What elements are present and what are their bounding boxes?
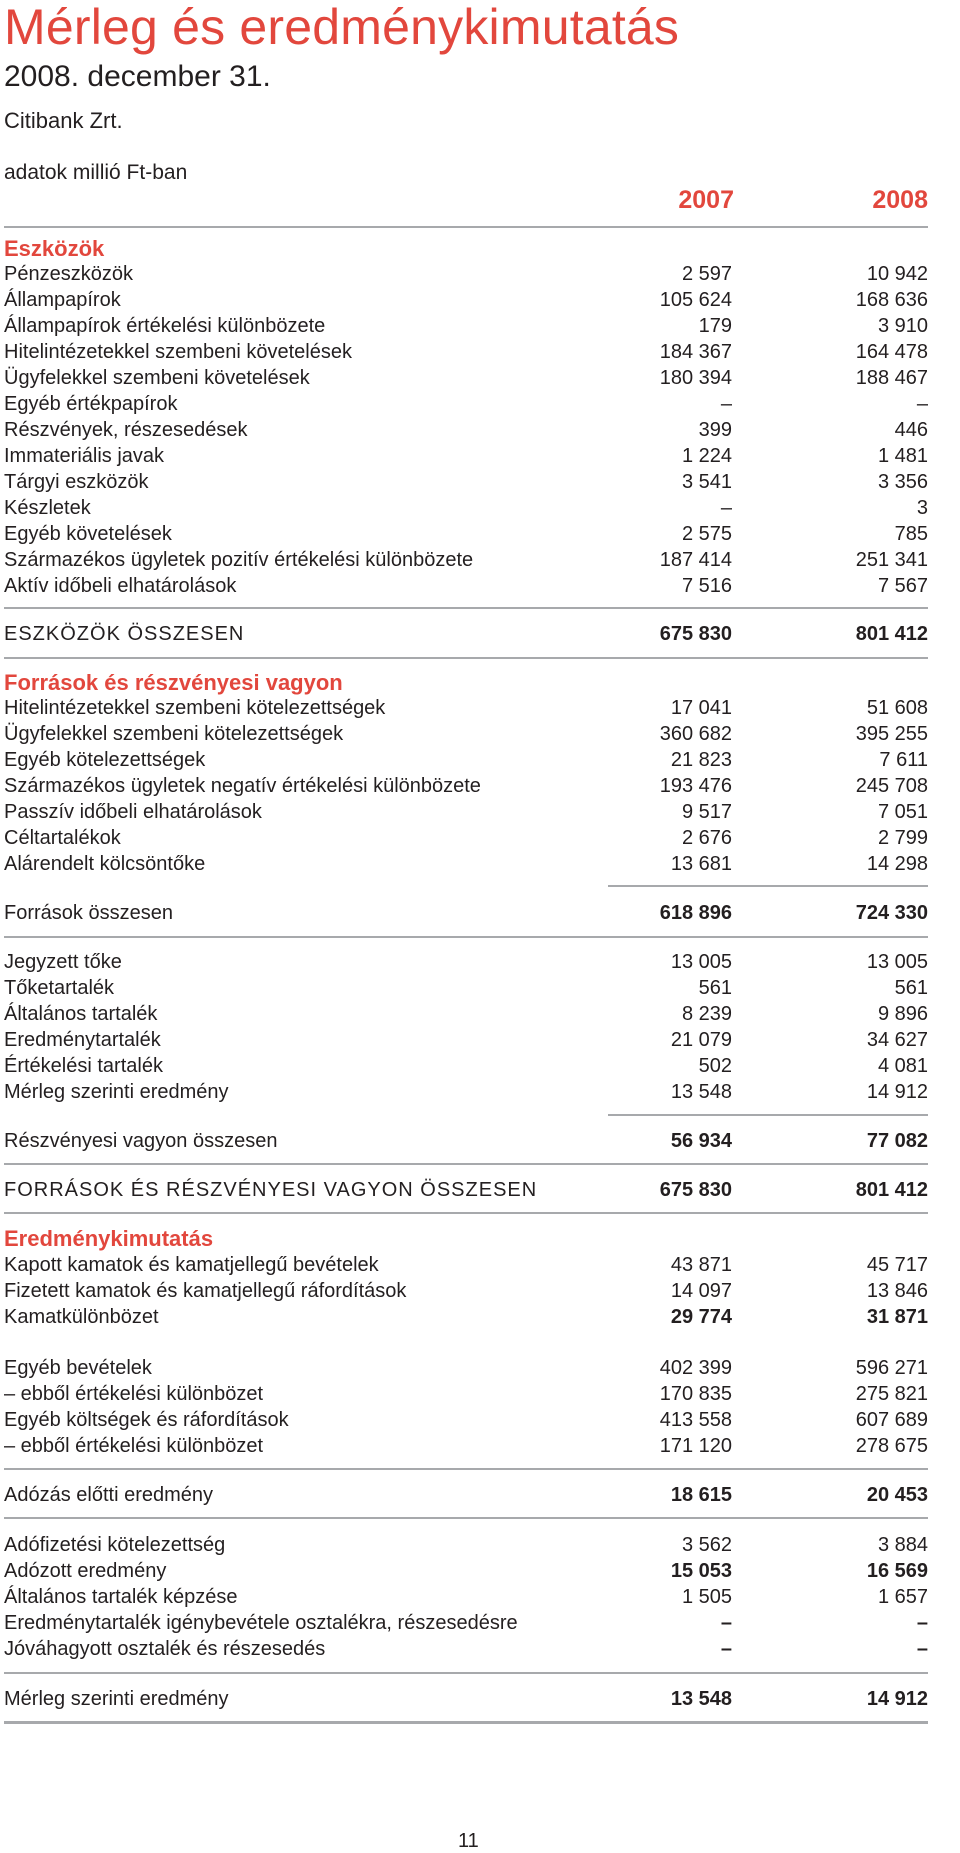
value-2007: 561 [698,977,732,999]
value-2008: 7 611 [879,749,928,771]
value-2008: 188 467 [855,367,928,389]
value-2007: 170 835 [659,1383,732,1405]
table-row [4,799,928,825]
page-title: Mérleg és eredménykimutatás [4,0,680,55]
value-2008: 596 271 [855,1357,928,1379]
value-2008: 561 [894,977,928,999]
value-2008: 3 884 [877,1534,928,1556]
value-2008: 278 675 [855,1435,928,1457]
value-2007: 184 367 [659,341,732,363]
value-2008: 16 569 [866,1560,928,1582]
table-row [4,469,928,495]
value-2007: 171 120 [659,1435,732,1457]
value-2008: 14 912 [866,1081,928,1103]
value-2007: 675 830 [659,1179,732,1201]
value-2007: 43 871 [670,1254,732,1276]
table-row [4,547,928,573]
divider [4,607,928,609]
year-2008-header: 2008 [872,186,928,214]
value-2007: 2 676 [681,827,732,849]
row-label: Források összesen [4,902,173,924]
value-2008: 607 689 [855,1409,928,1431]
value-2007: 2 575 [681,523,732,545]
table-row [4,313,928,339]
table-row [4,365,928,391]
divider [4,936,928,938]
row-label: Aktív időbeli elhatárolások [4,575,237,597]
value-2007: 105 624 [659,289,732,311]
table-row [4,1532,928,1558]
row-label: Készletek [4,497,91,519]
value-2007: 193 476 [659,775,732,797]
row-label: Tárgyi eszközök [4,471,149,493]
table-row [4,1304,928,1330]
row-label: Alárendelt kölcsöntőke [4,853,206,875]
value-2007: 13 681 [670,853,732,875]
row-label: Jóváhagyott osztalék és részesedés [4,1638,326,1660]
divider [4,1468,928,1470]
table-row [4,1278,928,1304]
value-2007: 21 079 [670,1029,732,1051]
table-row [4,949,928,975]
row-label: Immateriális javak [4,445,165,467]
value-2007: 13 548 [670,1688,732,1710]
table-row [4,1610,928,1636]
value-2007: 675 830 [659,623,732,645]
company-name: Citibank Zrt. [4,108,123,133]
value-2008: 13 005 [866,951,928,973]
value-2007: 29 774 [670,1306,732,1328]
row-label: Céltartalékok [4,827,121,849]
row-label: Származékos ügyletek pozitív értékelési különbözete [4,549,474,571]
value-2007: 413 558 [659,1409,732,1431]
divider [608,1114,928,1116]
row-label: Hitelintézetekkel szembeni követelések [4,341,352,363]
row-label: Jegyzett tőke [4,951,122,973]
value-2008: 168 636 [855,289,928,311]
row-label: Egyéb követelések [4,523,172,545]
row-label: Mérleg szerinti eredmény [4,1081,229,1103]
table-row [4,417,928,443]
table-row [4,573,928,599]
value-2008: 45 717 [866,1254,928,1276]
value-2008: 446 [894,419,928,441]
report-date: 2008. december 31. [4,60,271,93]
row-label: Egyéb kötelezettségek [4,749,206,771]
table-row [4,1584,928,1610]
value-2007: 187 414 [659,549,732,571]
row-label: FORRÁSOK ÉS RÉSZVÉNYESI VAGYON ÖSSZESEN [4,1179,538,1201]
row-label: Általános tartalék [4,1003,158,1025]
value-2008: 3 910 [877,315,928,337]
table-row [4,747,928,773]
table-row [4,975,928,1001]
value-2008: – [916,1638,928,1660]
report-page [4,0,928,1853]
value-2007: 399 [698,419,732,441]
value-2007: 2 597 [681,263,732,285]
value-2008: 51 608 [866,697,928,719]
row-label: Mérleg szerinti eredmény [4,1688,229,1710]
divider [608,885,928,887]
unit-note: adatok millió Ft-ban [4,161,188,184]
value-2007: 7 516 [681,575,732,597]
grand-total-row [4,1177,928,1203]
final-result-row [4,1686,928,1712]
value-2008: 7 051 [877,801,928,823]
value-2007: 360 682 [659,723,732,745]
table-row [4,1433,928,1459]
table-row [4,1001,928,1027]
assets-heading: Eszközök [4,236,105,261]
value-2008: 3 [916,497,928,519]
row-label: Eredménytartalék igénybevétele osztalékra, részesedésre [4,1612,518,1634]
row-label: Részvényesi vagyon összesen [4,1130,278,1152]
value-2007: 402 399 [659,1357,732,1379]
pretax-row [4,1482,928,1508]
row-label: Egyéb bevételek [4,1357,152,1379]
value-2007: – [720,1612,732,1634]
value-2007: 1 505 [681,1586,732,1608]
value-2007: 179 [698,315,732,337]
table-row [4,391,928,417]
value-2008: 10 942 [866,263,928,285]
divider [4,1163,928,1165]
assets-total-row [4,621,928,647]
table-row [4,773,928,799]
value-2007: 21 823 [670,749,732,771]
row-label: Hitelintézetekkel szembeni kötelezettségek [4,697,386,719]
row-label: – ebből értékelési különbözet [4,1435,264,1457]
table-row [4,287,928,313]
table-row [4,1079,928,1105]
value-2008: 31 871 [866,1306,928,1328]
value-2007: 3 562 [681,1534,732,1556]
value-2008: 785 [894,523,928,545]
value-2008: 4 081 [877,1055,928,1077]
row-label: Kamatkülönbözet [4,1306,159,1328]
value-2008: 1 481 [877,445,928,467]
table-row [4,1027,928,1053]
value-2007: – [720,497,732,519]
value-2007: 3 541 [681,471,732,493]
row-label: Fizetett kamatok és kamatjellegű ráfordítások [4,1280,407,1302]
value-2008: – [916,1612,928,1634]
value-2007: 502 [698,1055,732,1077]
value-2008: 801 412 [855,623,928,645]
row-label: Ügyfelekkel szembeni követelések [4,367,310,389]
table-row [4,1558,928,1584]
table-row [4,339,928,365]
year-2007-header: 2007 [678,186,734,214]
divider [4,657,928,659]
row-label: Adózott eredmény [4,1560,167,1582]
row-label: Adófizetési kötelezettség [4,1534,226,1556]
value-2007: – [720,1638,732,1660]
value-2008: 14 298 [866,853,928,875]
value-2007: 180 394 [659,367,732,389]
row-label: Állampapírok [4,289,121,311]
divider [4,226,928,228]
table-row [4,1636,928,1662]
page-number: 11 [458,1830,479,1852]
value-2008: 77 082 [866,1130,928,1152]
row-label: Ügyfelekkel szembeni kötelezettségek [4,723,344,745]
value-2007: 13 005 [670,951,732,973]
row-label: Passzív időbeli elhatárolások [4,801,262,823]
value-2008: 275 821 [855,1383,928,1405]
value-2008: 724 330 [855,902,928,924]
row-label: Értékelési tartalék [4,1055,163,1077]
table-row [4,1355,928,1381]
row-label: ESZKÖZÖK ÖSSZESEN [4,623,245,645]
table-row [4,1407,928,1433]
table-row [4,695,928,721]
row-label: Eredménytartalék [4,1029,161,1051]
value-2008: 9 896 [877,1003,928,1025]
value-2007: 9 517 [681,801,732,823]
row-label: Kapott kamatok és kamatjellegű bevételek [4,1254,379,1276]
value-2008: 395 255 [855,723,928,745]
table-row [4,495,928,521]
value-2007: 15 053 [670,1560,732,1582]
row-label: Származékos ügyletek negatív értékelési különbözete [4,775,481,797]
value-2008: 1 657 [877,1586,928,1608]
row-label: Állampapírok értékelési különbözete [4,315,326,337]
value-2007: 8 239 [681,1003,732,1025]
value-2008: 13 846 [866,1280,928,1302]
table-row [4,1053,928,1079]
equity-total-row [4,1128,928,1154]
row-label: Egyéb költségek és ráfordítások [4,1409,289,1431]
value-2007: 17 041 [670,697,732,719]
value-2008: 2 799 [877,827,928,849]
liabilities-heading: Források és részvényesi vagyon [4,670,343,695]
value-2007: 618 896 [659,902,732,924]
table-row [4,521,928,547]
row-label: Tőketartalék [4,977,115,999]
divider [4,1517,928,1519]
table-row [4,1252,928,1278]
divider [4,1672,928,1674]
value-2007: 56 934 [670,1130,732,1152]
row-label: Általános tartalék képzése [4,1586,238,1608]
table-row [4,1381,928,1407]
divider [4,1721,928,1724]
value-2008: 20 453 [866,1484,928,1506]
value-2007: 14 097 [670,1280,732,1302]
table-row [4,261,928,287]
divider [4,1212,928,1214]
table-row [4,825,928,851]
table-row [4,443,928,469]
value-2008: – [916,393,928,415]
value-2007: – [720,393,732,415]
row-label: Adózás előtti eredmény [4,1484,214,1506]
row-label: – ebből értékelési különbözet [4,1383,264,1405]
liabilities-total-row [4,900,928,926]
value-2008: 245 708 [855,775,928,797]
row-label: Részvények, részesedések [4,419,248,441]
value-2007: 13 548 [670,1081,732,1103]
row-label: Egyéb értékpapírok [4,393,178,415]
value-2008: 164 478 [855,341,928,363]
table-row [4,721,928,747]
income-heading: Eredménykimutatás [4,1226,214,1251]
value-2008: 7 567 [877,575,928,597]
value-2007: 18 615 [670,1484,732,1506]
table-row [4,851,928,877]
value-2008: 14 912 [866,1688,928,1710]
value-2008: 251 341 [855,549,928,571]
value-2008: 34 627 [866,1029,928,1051]
value-2007: 1 224 [681,445,732,467]
value-2008: 801 412 [855,1179,928,1201]
row-label: Pénzeszközök [4,263,133,285]
value-2008: 3 356 [877,471,928,493]
